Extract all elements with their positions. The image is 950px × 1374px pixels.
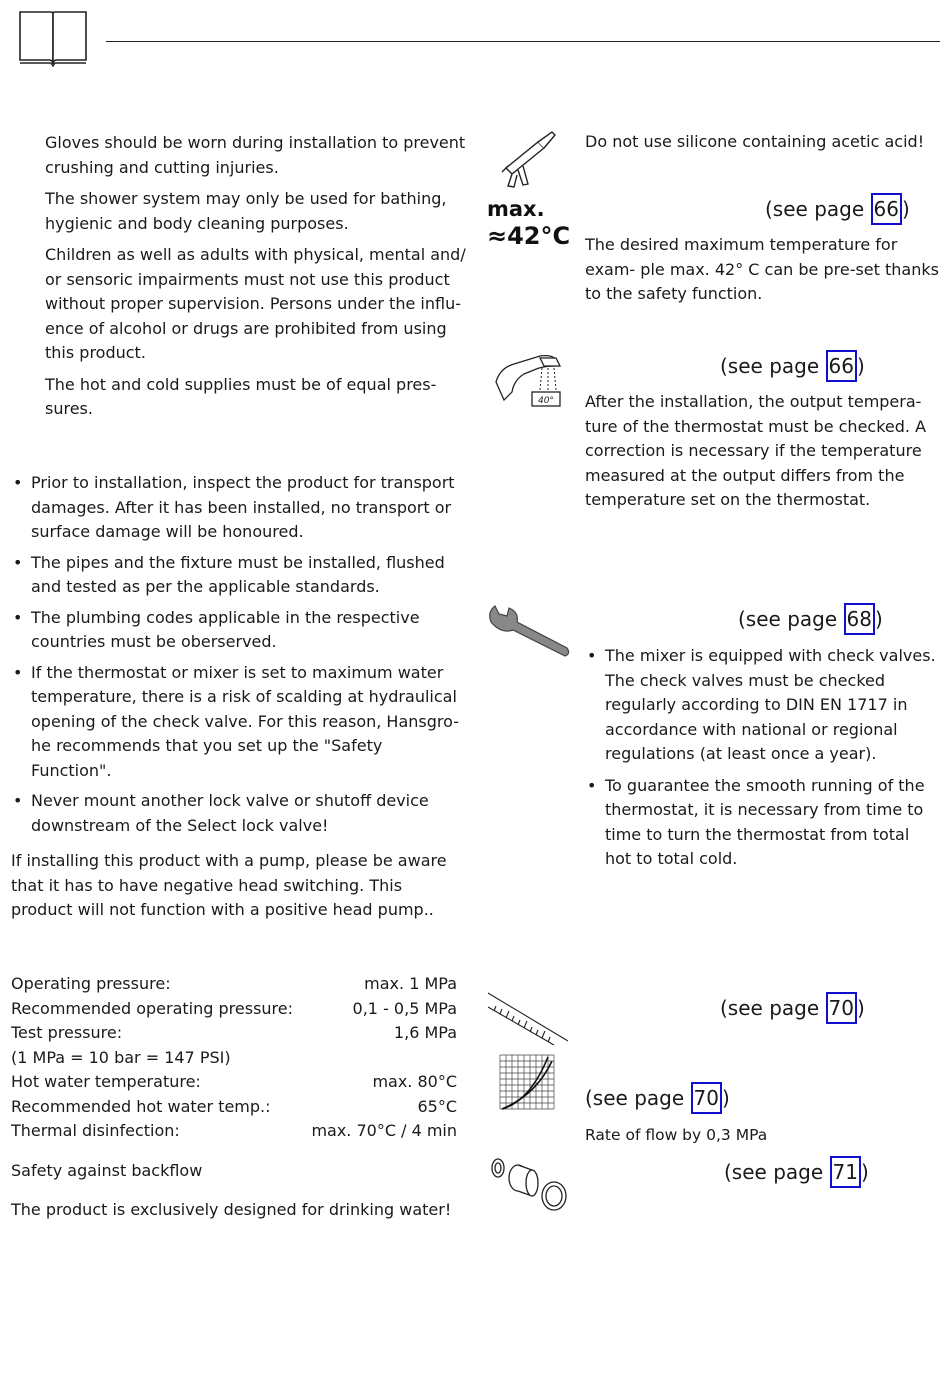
max-temp-label [487, 196, 570, 250]
see-page-reference[interactable]: (see page 70 ) [585, 1082, 730, 1114]
spec-value: max. 1 MPa [364, 974, 457, 993]
flow-diagram-icon [500, 1055, 556, 1111]
spec-value: max. 80°C [372, 1072, 457, 1091]
backflow-note: Safety against backflow [11, 1161, 203, 1180]
spec-label: (1 MPa = 10 bar = 147 PSI) [11, 1047, 231, 1067]
maintenance-notes-list [585, 644, 940, 879]
pump-note: If installing this product with a pump, please be aware that it has to have negative head switching. This product will not function with a positive head pump.. [11, 851, 447, 919]
list-item: • The plumbing codes applicable in the respective countries must be oberserved. [11, 606, 461, 655]
spec-label: Operating pressure: [11, 974, 171, 993]
spec-row [11, 1095, 457, 1120]
spec-label: Recommended hot water temp.: [11, 1096, 271, 1116]
safety-note: Children as well as adults with physical, mental and/ or sensoric impairments must not use this product without proper supervision. Persons under the influ- ence of alcohol or drugs are prohibited from using this product. [45, 245, 466, 362]
spec-row [11, 1070, 457, 1095]
spare-parts-icon [488, 1156, 572, 1212]
header-rule [106, 41, 940, 42]
spec-row [11, 997, 457, 1022]
page-link[interactable]: 70 [826, 992, 857, 1024]
spec-value: 0,1 - 0,5 MPa [352, 998, 457, 1018]
spec-label: Hot water temperature: [11, 1072, 201, 1091]
list-item: • The mixer is equipped with check valves. The check valves must be checked regularly according to DIN EN 1717 in accordance with national or regional regulations (at least once a year). [585, 644, 940, 767]
spec-label: Recommended operating pressure: [11, 998, 293, 1018]
spec-row [11, 1046, 457, 1071]
list-item: • The pipes and the fixture must be installed, flushed and tested as per the applicable standards. [11, 551, 461, 600]
safety-notes [45, 131, 470, 429]
page-link[interactable]: 71 [830, 1156, 861, 1188]
caulking-gun-icon [498, 130, 560, 190]
see-page-reference[interactable]: (see page 68 ) [738, 603, 883, 635]
spec-row [11, 972, 457, 997]
installation-notes-list [11, 471, 461, 844]
page-link[interactable]: 70 [691, 1082, 722, 1114]
spec-row [11, 1119, 457, 1144]
adjustment-text: After the installation, the output tempera- ture of the thermostat must be checked. A correction is necessary if the temperature measured at the output differs from the temperature set on the thermostat. [585, 392, 927, 509]
safety-note: The shower system may only be used for bathing, hygienic and body cleaning purposes. [45, 189, 447, 233]
temp-label: ≈42°C [487, 222, 571, 250]
list-item: • Prior to installation, inspect the product for transport damages. After it has been installed, no transport or surface damage will be honoured. [11, 471, 461, 545]
spec-row [11, 1021, 457, 1046]
spec-value: 1,6 MPa [393, 1023, 457, 1042]
spec-value: max. 70°C / 4 min [311, 1121, 457, 1140]
list-item: • To guarantee the smooth running of the thermostat, it is necessary from time to time to turn the thermostat from total hot to total cold. [585, 774, 940, 872]
see-page-reference[interactable]: (see page 66 ) [765, 193, 910, 225]
temperature-display: 40° [538, 396, 554, 406]
spec-label: Test pressure: [11, 1023, 123, 1042]
silicone-note: Do not use silicone containing acetic acid! [585, 132, 925, 151]
dimensions-ruler-icon [488, 993, 570, 1045]
spec-label: Thermal disinfection: [11, 1121, 180, 1140]
drinking-water-note: The product is exclusively designed for drinking water! [11, 1200, 452, 1219]
list-item: • If the thermostat or mixer is set to maximum water temperature, there is a risk of scalding at hydraulical opening of the check valve. For this reason, Hansgro- he recommends that you set up the "Safety Function". [11, 661, 461, 784]
max-label: max. [487, 197, 545, 221]
spec-value: 65°C [417, 1096, 457, 1116]
technical-data-table [11, 972, 457, 1144]
page-link[interactable]: 66 [871, 193, 902, 225]
see-page-reference[interactable]: (see page 71 ) [724, 1156, 869, 1188]
safety-function-text: The desired maximum temperature for exam- ple max. 42° C can be pre-set thanks to the safety function. [585, 235, 939, 303]
safety-note: The hot and cold supplies must be of equal pres- sures. [45, 374, 437, 418]
wrench-icon [487, 604, 571, 658]
page-link[interactable]: 66 [826, 350, 857, 382]
flow-rate-caption: Rate of flow by 0,3 MPa [585, 1126, 768, 1144]
thermostat-adjustment-icon [494, 352, 562, 410]
see-page-reference[interactable]: (see page 66 ) [720, 350, 865, 382]
see-page-reference[interactable]: (see page 70 ) [720, 992, 865, 1024]
list-item: • Never mount another lock valve or shutoff device downstream of the Select lock valve! [11, 789, 461, 838]
page-link[interactable]: 68 [844, 603, 875, 635]
safety-note: Gloves should be worn during installation to prevent crushing and cutting injuries. [45, 133, 466, 177]
manual-book-icon [18, 8, 88, 68]
